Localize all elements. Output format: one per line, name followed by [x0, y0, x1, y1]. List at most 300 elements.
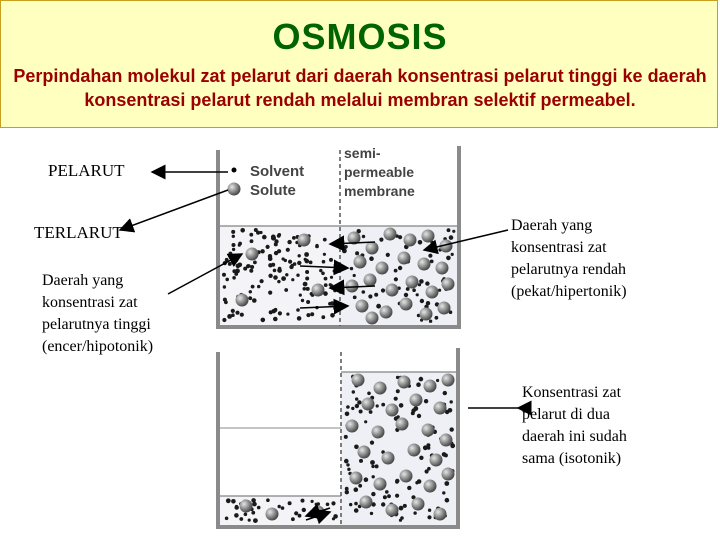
solvent-dot: [251, 511, 255, 515]
solvent-dot: [281, 506, 285, 510]
solute-particle: [422, 424, 435, 437]
solvent-dot: [273, 275, 278, 280]
solvent-dot: [418, 283, 421, 286]
solvent-dot: [247, 264, 250, 267]
solvent-dot: [374, 293, 378, 297]
solvent-dot: [399, 506, 404, 511]
solvent-dot: [450, 400, 453, 403]
solute-particle: [424, 380, 437, 393]
solvent-dot: [273, 317, 278, 322]
solvent-dot: [235, 505, 239, 509]
solvent-dot: [396, 389, 400, 393]
solute-particle: [418, 258, 431, 271]
solvent-dot: [306, 287, 310, 291]
solvent-dot: [278, 269, 282, 273]
solvent-dot: [353, 274, 356, 277]
solute-particle: [386, 284, 399, 297]
solvent-dot: [250, 239, 254, 243]
solvent-dot: [286, 313, 289, 316]
solvent-dot: [226, 498, 231, 503]
solvent-dot: [407, 486, 411, 490]
legend: [228, 145, 416, 199]
solute-particle: [398, 252, 411, 265]
solute-particle: [398, 376, 411, 389]
solute-particle: [356, 300, 369, 313]
solute-particle: [236, 294, 249, 307]
solvent-dot: [249, 233, 253, 237]
solvent-dot: [352, 390, 355, 393]
solvent-dot: [367, 392, 371, 396]
solute-particle: [396, 418, 409, 431]
solvent-dot: [305, 270, 309, 274]
solvent-dot: [342, 249, 347, 254]
solvent-dot: [260, 249, 264, 253]
solute-particle: [436, 262, 449, 275]
solvent-dot: [376, 304, 381, 309]
solvent-dot: [231, 499, 236, 504]
solvent-dot: [416, 382, 421, 387]
solvent-dot: [240, 313, 244, 317]
solute-particle: [412, 498, 425, 511]
solute-particle: [410, 394, 423, 407]
solvent-dot: [381, 403, 385, 407]
solvent-dot: [427, 515, 431, 519]
solvent-dot: [311, 500, 314, 503]
solute-particle: [374, 382, 387, 395]
solvent-dot: [271, 235, 276, 240]
solvent-dot: [234, 513, 239, 518]
solvent-dot: [231, 313, 235, 317]
legend-membrane-line1: semi-: [344, 145, 381, 161]
solvent-dot: [344, 459, 349, 464]
solvent-dot: [417, 414, 421, 418]
solvent-dot: [344, 435, 348, 439]
solvent-dot: [232, 276, 236, 280]
solute-particle: [442, 468, 455, 481]
solute-particle: [372, 426, 385, 439]
solvent-dot: [225, 517, 229, 521]
solvent-dot: [266, 245, 270, 249]
solvent-dot: [274, 251, 278, 255]
solvent-dot: [324, 277, 328, 281]
solvent-dot: [395, 494, 399, 498]
solvent-dot: [251, 498, 256, 503]
solvent-dot: [333, 289, 336, 292]
solvent-dot: [268, 291, 272, 295]
solvent-dot: [306, 300, 310, 304]
solvent-dot: [324, 283, 328, 287]
solute-particle: [374, 478, 387, 491]
solvent-dot: [425, 281, 429, 285]
solute-particle: [442, 374, 455, 387]
solvent-dot: [450, 427, 454, 431]
solvent-dot: [369, 410, 373, 414]
solute-particle: [386, 504, 399, 517]
solvent-dot: [224, 300, 228, 304]
solvent-dot: [329, 258, 333, 262]
solvent-dot: [252, 298, 257, 303]
solvent-dot: [449, 235, 454, 240]
solvent-dot: [260, 279, 264, 283]
solvent-dot: [262, 235, 267, 240]
solute-particle: [352, 374, 365, 387]
solvent-dot: [238, 263, 243, 268]
solute-particle: [346, 420, 359, 433]
solvent-dot: [293, 262, 297, 266]
solvent-dot: [303, 282, 308, 287]
solvent-dot: [364, 420, 367, 423]
solvent-dot: [412, 288, 416, 292]
solvent-legend-dot: [232, 168, 237, 173]
solvent-dot: [424, 399, 428, 403]
solvent-dot: [292, 236, 296, 240]
solvent-dot: [321, 315, 325, 319]
solvent-dot: [232, 248, 235, 251]
solvent-dot: [323, 253, 326, 256]
bottom-beaker: [216, 348, 460, 528]
solvent-dot: [253, 518, 258, 523]
solvent-dot: [443, 391, 447, 395]
solvent-dot: [298, 254, 301, 257]
solvent-dot: [303, 287, 307, 291]
solvent-dot: [398, 266, 402, 270]
solvent-dot: [426, 301, 430, 305]
solute-particle: [266, 508, 279, 521]
solvent-dot: [288, 501, 292, 505]
solvent-dot: [321, 272, 325, 276]
solvent-dot: [253, 261, 257, 265]
solute-particle: [350, 472, 363, 485]
solute-particle: [422, 230, 435, 243]
solvent-dot: [359, 459, 363, 463]
solvent-dot: [347, 468, 350, 471]
solute-particle: [346, 280, 359, 293]
label-isotonic: Konsentrasi zat pelarut di dua daerah ini sudah sama (isotonik): [522, 384, 627, 467]
solvent-dot: [268, 256, 273, 261]
solvent-dot: [376, 404, 379, 407]
solute-particle: [364, 274, 377, 287]
solvent-dot: [330, 276, 333, 279]
solvent-dot: [257, 506, 261, 510]
solvent-dot: [329, 283, 332, 286]
solute-particle: [376, 262, 389, 275]
solvent-dot: [351, 407, 354, 410]
solute-particle: [312, 284, 325, 297]
solvent-dot: [346, 463, 349, 466]
solvent-dot: [228, 262, 232, 266]
solvent-dot: [310, 312, 314, 316]
solute-particle: [240, 500, 253, 513]
solvent-dot: [284, 288, 288, 292]
solvent-dot: [418, 240, 423, 245]
solvent-dot: [249, 269, 253, 273]
solute-particle: [434, 402, 447, 415]
solvent-dot: [278, 311, 282, 315]
solvent-dot: [274, 242, 278, 246]
solvent-dot: [386, 253, 390, 257]
solvent-dot: [383, 495, 387, 499]
solvent-dot: [364, 477, 369, 482]
solvent-dot: [436, 379, 439, 382]
solvent-dot: [357, 400, 361, 404]
pointer-terlarut: [120, 190, 228, 230]
solvent-dot: [304, 252, 309, 257]
solvent-dot: [452, 230, 455, 233]
solvent-dot: [399, 403, 404, 408]
solvent-dot: [354, 502, 358, 506]
solute-particle: [298, 234, 311, 247]
solvent-dot: [428, 509, 431, 512]
legend-membrane-line3: membrane: [344, 183, 415, 199]
solvent-dot: [249, 290, 252, 293]
solvent-dot: [302, 508, 306, 512]
solvent-dot: [281, 276, 286, 281]
solvent-dot: [232, 261, 235, 264]
solvent-dot: [315, 245, 319, 249]
solvent-dot: [350, 267, 353, 270]
solvent-dot: [387, 494, 391, 498]
solvent-dot: [268, 274, 272, 278]
solute-particle: [408, 444, 421, 457]
solvent-dot: [231, 230, 235, 234]
solute-particle: [400, 298, 413, 311]
solvent-dot: [232, 235, 235, 238]
solvent-dot: [291, 278, 294, 281]
solvent-dot: [381, 502, 385, 506]
solvent-dot: [346, 405, 350, 409]
solvent-dot: [326, 503, 330, 507]
solvent-dot: [370, 441, 374, 445]
solvent-dot: [301, 499, 305, 503]
solute-particle: [440, 434, 453, 447]
solvent-dot: [331, 501, 335, 505]
solvent-dot: [231, 309, 235, 313]
legend-membrane-line2: permeable: [344, 164, 415, 180]
label-left-region: Daerah yang konsentrasi zat pelarutnya tinggi (encer/hipotonik): [42, 272, 154, 355]
solvent-dot: [359, 410, 363, 414]
solvent-dot: [438, 289, 441, 292]
solvent-dot: [353, 296, 357, 300]
solute-particle: [380, 306, 393, 319]
solvent-dot: [240, 228, 245, 233]
solute-particle: [406, 276, 419, 289]
solvent-dot: [375, 464, 379, 468]
solvent-dot: [444, 453, 448, 457]
solute-particle: [354, 256, 367, 269]
solvent-dot: [362, 290, 366, 294]
solvent-dot: [445, 498, 450, 503]
solute-particle: [358, 446, 371, 459]
solvent-dot: [404, 293, 408, 297]
solvent-dot: [345, 412, 350, 417]
solvent-dot: [362, 235, 365, 238]
solvent-dot: [370, 512, 373, 515]
solvent-dot: [371, 492, 375, 496]
solute-particle: [438, 302, 451, 315]
solvent-dot: [395, 479, 399, 483]
solvent-dot: [277, 234, 281, 238]
solvent-dot: [385, 490, 389, 494]
solvent-dot: [294, 511, 298, 515]
solvent-dot: [400, 516, 404, 520]
solvent-dot: [371, 465, 374, 468]
solvent-dot: [309, 261, 313, 265]
label-pelarut: PELARUT: [48, 161, 125, 180]
solute-particle: [384, 228, 397, 241]
solvent-dot: [354, 487, 359, 492]
solvent-dot: [235, 259, 238, 262]
solute-particle: [400, 470, 413, 483]
solvent-dot: [248, 296, 252, 300]
solvent-dot: [332, 517, 335, 520]
solvent-dot: [238, 242, 242, 246]
solvent-dot: [426, 443, 430, 447]
solvent-dot: [319, 269, 322, 272]
solute-particle: [426, 286, 439, 299]
solvent-dot: [291, 517, 295, 521]
solvent-dot: [232, 269, 236, 273]
solute-particle: [366, 242, 379, 255]
solvent-dot: [244, 513, 248, 517]
solvent-dot: [349, 503, 352, 506]
solvent-dot: [442, 491, 445, 494]
solvent-dot: [403, 504, 407, 508]
solute-particle: [382, 452, 395, 465]
solvent-dot: [425, 469, 429, 473]
solvent-dot: [273, 269, 277, 273]
solvent-dot: [368, 294, 372, 298]
solvent-dot: [285, 273, 288, 276]
solvent-dot: [394, 269, 398, 273]
legend-solvent-label: Solvent: [250, 163, 305, 180]
solvent-dot: [297, 316, 302, 321]
solvent-dot: [358, 484, 362, 488]
solvent-dot: [261, 318, 266, 323]
solvent-dot: [370, 460, 375, 465]
solute-particle: [360, 496, 373, 509]
solvent-dot: [297, 261, 301, 265]
solute-particle: [430, 454, 443, 467]
solvent-dot: [250, 265, 254, 269]
solvent-dot: [269, 310, 273, 314]
solvent-dot: [296, 274, 299, 277]
solute-particle: [362, 398, 375, 411]
solvent-dot: [322, 260, 326, 264]
solvent-dot: [254, 228, 258, 232]
solvent-dot: [278, 505, 281, 508]
solvent-dot: [379, 238, 383, 242]
solvent-dot: [232, 243, 236, 247]
label-terlarut: TERLARUT: [34, 223, 123, 242]
solvent-dot: [444, 481, 449, 486]
solvent-dot: [381, 288, 385, 292]
solvent-dot: [394, 277, 398, 281]
solvent-dot: [222, 273, 226, 277]
solvent-dot: [415, 481, 418, 484]
solute-particle: [366, 312, 379, 325]
solvent-dot: [354, 508, 359, 513]
solvent-dot: [225, 278, 229, 282]
solvent-dot: [416, 293, 419, 296]
solvent-dot: [429, 320, 432, 323]
label-right-region: Daerah yang konsentrasi zat pelarutnya rendah (pekat/hipertonik): [511, 217, 627, 300]
solute-particle: [420, 308, 433, 321]
solvent-dot: [299, 294, 302, 297]
solvent-dot: [251, 285, 255, 289]
solvent-dot: [222, 318, 226, 322]
solvent-dot: [228, 252, 232, 256]
solvent-dot: [259, 231, 262, 234]
solvent-dot: [257, 285, 260, 288]
solute-particle: [386, 404, 399, 417]
solvent-dot: [355, 404, 359, 408]
solvent-dot: [239, 517, 243, 521]
solvent-dot: [274, 308, 277, 311]
solvent-dot: [397, 415, 400, 418]
page-subtitle: Perpindahan molekul zat pelarut dari daerah konsentrasi pelarut tinggi ke daerah konsentrasi pelarut rendah melalui membran selektif permeabel.: [13, 66, 707, 110]
solvent-dot: [428, 254, 432, 258]
solute-legend-ball: [228, 183, 241, 196]
solvent-dot: [296, 308, 300, 312]
solvent-dot: [447, 228, 451, 232]
solvent-dot: [330, 313, 335, 318]
solvent-dot: [287, 240, 291, 244]
solvent-dot: [420, 299, 424, 303]
solvent-dot: [282, 257, 285, 260]
solute-particle: [434, 508, 447, 521]
solvent-dot: [413, 406, 418, 411]
solvent-dot: [355, 397, 358, 400]
solvent-dot: [354, 445, 359, 450]
solvent-dot: [304, 258, 307, 261]
solvent-dot: [248, 519, 251, 522]
solvent-dot: [277, 280, 280, 283]
solute-particle: [442, 278, 455, 291]
solvent-dot: [298, 514, 302, 518]
solvent-dot: [288, 260, 292, 264]
solvent-dot: [323, 238, 327, 242]
solvent-dot: [435, 316, 439, 320]
solvent-dot: [306, 313, 310, 317]
solvent-dot: [317, 502, 320, 505]
solvent-dot: [369, 256, 374, 261]
legend-solute-label: Solute: [250, 182, 296, 199]
solvent-dot: [419, 456, 423, 460]
solvent-dot: [446, 256, 451, 261]
solvent-dot: [223, 285, 226, 288]
solvent-dot: [266, 498, 270, 502]
solvent-dot: [355, 251, 359, 255]
solvent-dot: [345, 490, 349, 494]
solvent-dot: [268, 263, 272, 267]
solvent-dot: [419, 377, 424, 382]
solvent-dot: [305, 277, 309, 281]
solvent-dot: [235, 311, 239, 315]
solvent-dot: [451, 253, 454, 256]
solvent-dot: [333, 269, 337, 273]
solvent-dot: [372, 475, 375, 478]
solvent-dot: [413, 511, 416, 514]
solvent-dot: [419, 279, 424, 284]
solute-particle: [424, 480, 437, 493]
solvent-dot: [394, 397, 398, 401]
solvent-dot: [330, 301, 335, 306]
page-title: OSMOSIS: [272, 16, 448, 57]
solute-particle: [246, 248, 259, 261]
solvent-dot: [301, 299, 304, 302]
solute-particle: [404, 234, 417, 247]
solvent-dot: [286, 248, 290, 252]
